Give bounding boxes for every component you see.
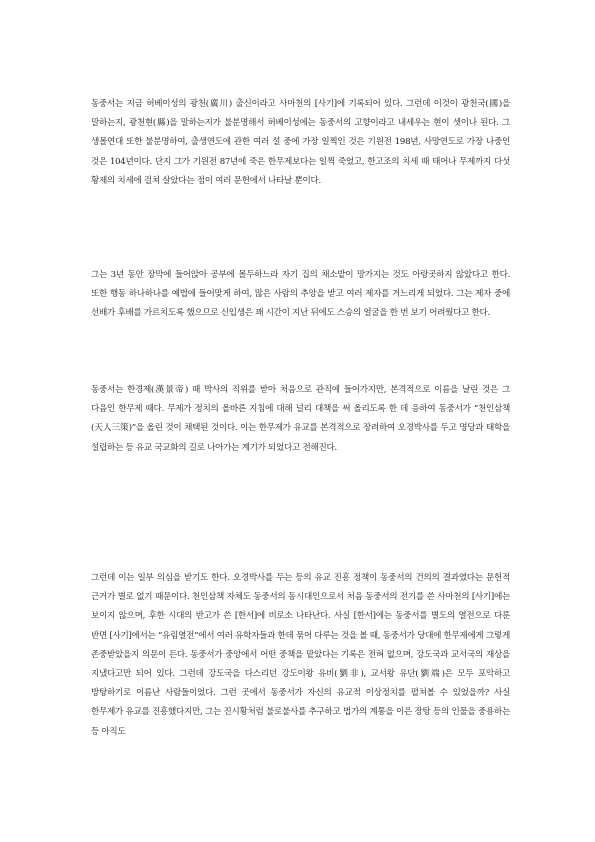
paragraph-career: 동중서는 한경제(漢景帝) 때 박사의 직위를 받아 처음으로 관직에 들어가지만, 본격적으로 이름을 날린 것은 그 다음인 한무제 때다. 무제가 정치의 올바른 지침에 대해 널리 대책을 써 올리도록 한 데 응하여 동중서가 “천인삼책(天人三策)”을 올린 것이 채택된 것이다. 이는 한무제가 유교를 본격적으로 장려하여 오경박사를 두고 명당과 태학을 설립하는 등 유교 국교화의 길로 나아가는 계기가 되었다고 전해진다.	[91, 385, 510, 453]
paragraph-origin: 동중서는 지금 허베이성의 광천(廣川) 출신이라고 사마천의 [사기]에 기록되어 있다. 그런데 이것이 광천국(國)을 말하는지, 광천현(縣)을 말하는지가 불분명해서 허베이성에는 동중서의 고향이라고 내세우는 현이 셋이나 된다. 그 생몰연대 또한 불분명하여, 출생연도에 관한 여러 설 중에 가장 일찍인 것은 기원전 198년, 사망연도로 가장 나중인 것은 104년이다. 단지 그가 기원전 87년에 죽은 한무제보다는 일찍 죽었고, 한고조의 치세 때 태어나 무제까지 다섯 황제의 치세에 걸쳐 살았다는 점이 여러 문헌에서 나타날 뿐이다.	[91, 99, 510, 186]
paragraph-doubts: 그런데 이는 일부 의심을 받기도 한다. 오경박사를 두는 등의 유교 진흥 정책이 동중서의 건의의 결과였다는 문헌적 근거가 별로 없기 때문이다. 천인삼책 자체도 동중서의 동시대인으로서 처음 동중서의 전기를 쓴 사마천의 [사기]에는 보이지 않으며, 후한 시대의 반고가 쓴 [한서]에 비로소 나타난다. 사실 [한서]에는 동중서를 별도의 열전으로 다룬 반면 [사기]에서는 “유림열전”에서 여러 유학자들과 한데 묶어 다루는 것을 볼 때, 동중서가 당대에 한무제에게 그렇게 존중받았을지 의문이 든다. 동중서가 중앙에서 어떤 중책을 맡았다는 기록은 전혀 없으며, 강도국과 교서국의 재상을 지냈다고만 되어 있다. 그런데 강도국을 다스리던 강도이왕 유비(劉非), 교서왕 유단(劉端)은 모두 포악하고 방탕하기로 이름난 사람들이었다. 그런 곳에서 동중서가 자신의 유교적 이상정치를 펼쳐볼 수 있었을까? 사실 한무제가 유교를 진흥했다지만, 그는 진시황처럼 불로불사를 추구하고 법가의 계통을 이은 장탕 등의 인물을 중용하는 등 아직도	[91, 573, 510, 737]
paragraph-study: 그는 3년 동안 장막에 들어앉아 공부에 몰두하느라 자기 집의 채소밭이 망가지는 것도 아랑곳하지 않았다고 한다. 또한 행동 하나하나를 예법에 들어맞게 하여, 많은 사람의 추앙을 받고 여러 제자를 거느리게 되었다. 그는 제자 중에 선배가 후배를 가르치도록 했으므로 신입생은 꽤 시간이 지난 뒤에도 스승의 얼굴을 한 번 보기 어려웠다고 한다.	[91, 270, 510, 319]
